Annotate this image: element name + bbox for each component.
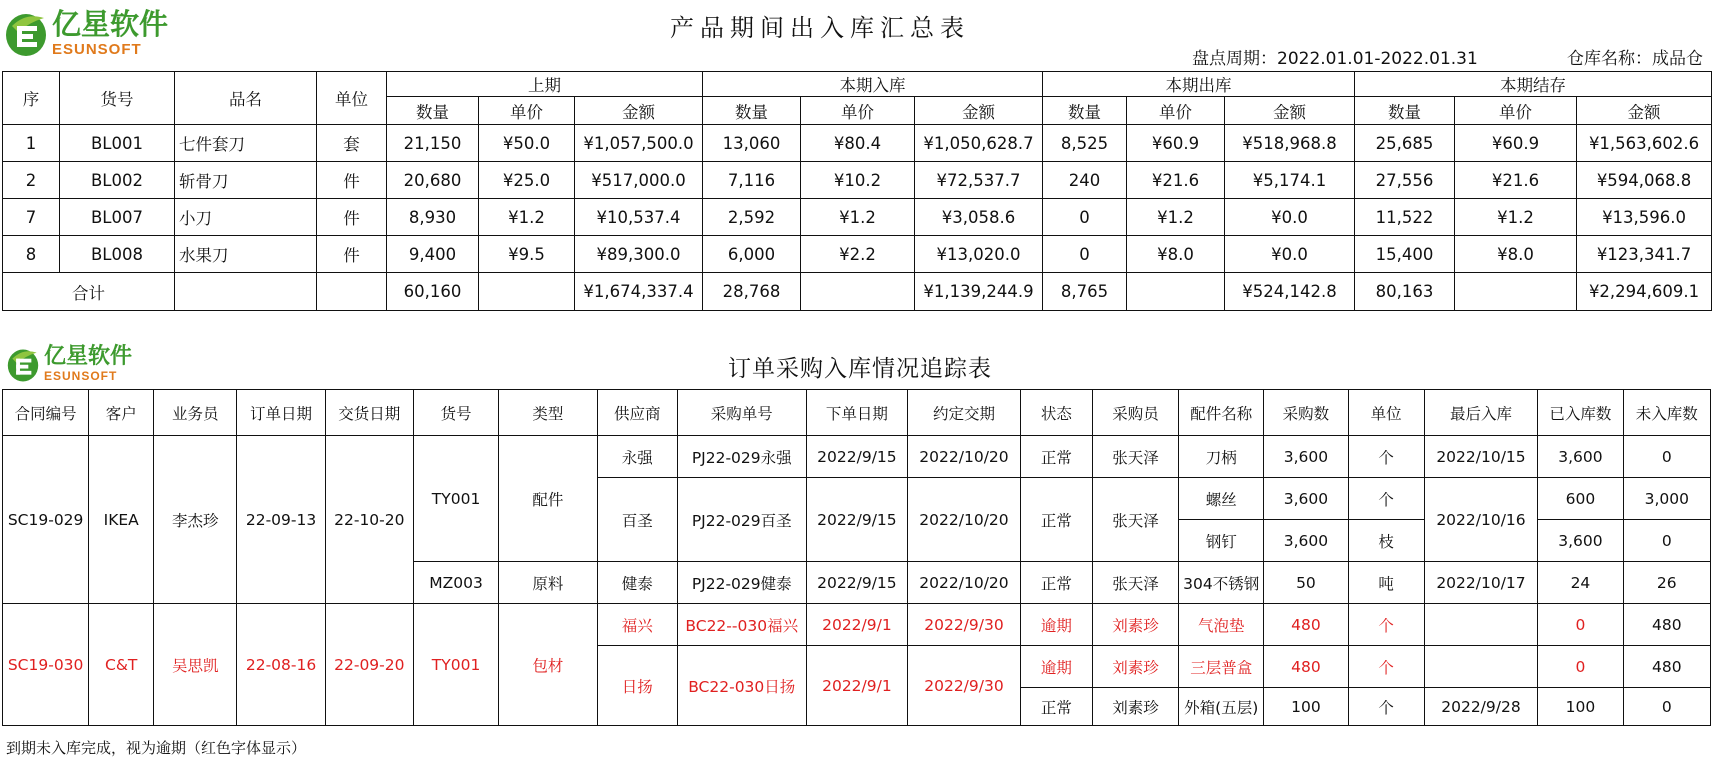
last-inbound: 2022/10/15: [1424, 436, 1538, 478]
cell-prev-qty: 9,400: [387, 236, 479, 273]
part-name: 外箱(五层): [1179, 688, 1264, 726]
cell-prev-price: ¥9.5: [479, 236, 575, 273]
cell-prev-amount: ¥517,000.0: [575, 162, 703, 199]
item-type: 原料: [499, 562, 597, 604]
tracking-header-cell: 状态: [1020, 390, 1092, 436]
tracking-header-cell: 采购员: [1092, 390, 1178, 436]
po-date: 2022/9/1: [806, 646, 907, 726]
po-number: BC22--030福兴: [677, 604, 806, 646]
header-name: 品名: [175, 72, 317, 125]
cell-end-price: ¥8.0: [1455, 236, 1577, 273]
delivery-date: 22-10-20: [325, 436, 413, 604]
customer: IKEA: [89, 436, 154, 604]
po-number: PJ22-029百圣: [677, 478, 806, 562]
purchase-qty: 50: [1264, 562, 1348, 604]
pending-qty: 26: [1623, 562, 1710, 604]
cell-end-amount: ¥123,341.7: [1577, 236, 1712, 273]
cell-in-amount: ¥13,020.0: [915, 236, 1043, 273]
status: 正常: [1020, 688, 1092, 726]
part-name: 气泡垫: [1179, 604, 1264, 646]
logo-cn-text: 亿星软件: [52, 6, 169, 41]
purchase-qty: 100: [1264, 688, 1348, 726]
received-qty: 3,600: [1538, 436, 1623, 478]
header-seq: 序: [3, 72, 60, 125]
tracking-header-cell: 订单日期: [237, 390, 325, 436]
received-qty: 24: [1538, 562, 1623, 604]
cell-in-price: ¥80.4: [801, 125, 915, 162]
cell-end-amount: ¥1,563,602.6: [1577, 125, 1712, 162]
total-out-qty: 8,765: [1043, 273, 1127, 311]
cell-out-amount: ¥0.0: [1225, 199, 1355, 236]
order-date: 22-09-13: [237, 436, 325, 604]
status: 逾期: [1020, 646, 1092, 688]
order-date: 22-08-16: [237, 604, 325, 726]
tracking-header-cell: 类型: [499, 390, 597, 436]
purchase-qty: 3,600: [1264, 436, 1348, 478]
cell-in-price: ¥2.2: [801, 236, 915, 273]
contract-no: SC19-029: [3, 436, 89, 604]
subheader-amount: 金额: [1225, 97, 1355, 125]
due-date: 2022/10/20: [908, 436, 1021, 478]
cell-out-qty: 0: [1043, 199, 1127, 236]
logo-leaf-icon: [6, 345, 40, 383]
total-end-qty: 80,163: [1355, 273, 1455, 311]
unit: 个: [1348, 688, 1424, 726]
buyer: 张天泽: [1092, 436, 1178, 478]
subheader-qty: 数量: [387, 97, 479, 125]
unit: 个: [1348, 478, 1424, 520]
cell-end-qty: 15,400: [1355, 236, 1455, 273]
part-name: 304不锈钢: [1179, 562, 1264, 604]
tracking-header-cell: 业务员: [154, 390, 237, 436]
cell-end-qty: 25,685: [1355, 125, 1455, 162]
last-inbound: 2022/9/28: [1424, 688, 1538, 726]
header-group-in: 本期入库: [703, 72, 1043, 97]
logo-en-text: ESUNSOFT: [44, 369, 118, 383]
cell-in-price: ¥1.2: [801, 199, 915, 236]
supplier: 日扬: [597, 646, 677, 726]
part-name: 钢钉: [1179, 520, 1264, 562]
total-out-amount: ¥524,142.8: [1225, 273, 1355, 311]
cell-in-amount: ¥72,537.7: [915, 162, 1043, 199]
last-inbound: [1424, 646, 1538, 688]
cell-out-price: ¥60.9: [1127, 125, 1225, 162]
cell-end-price: ¥60.9: [1455, 125, 1577, 162]
total-in-qty: 28,768: [703, 273, 801, 311]
cell-in-qty: 2,592: [703, 199, 801, 236]
cell-name: 斩骨刀: [175, 162, 317, 199]
item-type: 包材: [499, 604, 597, 726]
cell-unit: 套: [317, 125, 387, 162]
total-in-amount: ¥1,139,244.9: [915, 273, 1043, 311]
received-qty: 0: [1538, 604, 1623, 646]
cell-seq: 7: [3, 199, 60, 236]
total-label: 合计: [3, 273, 175, 311]
tracking-header-cell: 下单日期: [806, 390, 907, 436]
period-label: 盘点周期：2022.01.01-2022.01.31: [1192, 49, 1478, 69]
cell-seq: 1: [3, 125, 60, 162]
summary-title: 产品期间出入库汇总表: [670, 14, 970, 42]
pending-qty: 0: [1623, 520, 1710, 562]
purchase-qty: 480: [1264, 646, 1348, 688]
cell-end-amount: ¥594,068.8: [1577, 162, 1712, 199]
po-number: BC22-030日扬: [677, 646, 806, 726]
purchase-qty: 3,600: [1264, 520, 1348, 562]
cell-name: 小刀: [175, 199, 317, 236]
due-date: 2022/10/20: [908, 562, 1021, 604]
supplier: 健泰: [597, 562, 677, 604]
tracking-header-cell: 已入库数: [1538, 390, 1623, 436]
part-name: 三层普盒: [1179, 646, 1264, 688]
tracking-header-cell: 未入库数: [1623, 390, 1710, 436]
logo-cn-text: 亿星软件: [44, 344, 133, 369]
table-row: [3, 162, 1712, 199]
cell-in-amount: ¥1,050,628.7: [915, 125, 1043, 162]
buyer: 刘素珍: [1092, 646, 1178, 688]
cell-prev-qty: 20,680: [387, 162, 479, 199]
due-date: 2022/9/30: [908, 646, 1021, 726]
cell-end-price: ¥1.2: [1455, 199, 1577, 236]
status: 正常: [1020, 478, 1092, 562]
due-date: 2022/9/30: [908, 604, 1021, 646]
supplier: 福兴: [597, 604, 677, 646]
buyer: 刘素珍: [1092, 604, 1178, 646]
cell-name: 水果刀: [175, 236, 317, 273]
logo-leaf-icon: [4, 8, 48, 58]
purchase-qty: 3,600: [1264, 478, 1348, 520]
unit: 个: [1348, 604, 1424, 646]
tracking-header-cell: 合同编号: [3, 390, 89, 436]
cell-seq: 8: [3, 236, 60, 273]
warehouse-label: 仓库名称：成品仓: [1567, 49, 1703, 69]
pending-qty: 0: [1623, 436, 1710, 478]
cell-out-amount: ¥0.0: [1225, 236, 1355, 273]
tracking-header-cell: 交货日期: [325, 390, 413, 436]
unit: 个: [1348, 646, 1424, 688]
item-code: TY001: [413, 604, 498, 726]
tracking-header-cell: 采购数: [1264, 390, 1348, 436]
last-inbound: 2022/10/16: [1424, 478, 1538, 562]
table-row: [3, 236, 1712, 273]
status: 逾期: [1020, 604, 1092, 646]
cell-end-price: ¥21.6: [1455, 162, 1577, 199]
subheader-price: 单价: [801, 97, 915, 125]
table-row: [3, 199, 1712, 236]
tracking-header-cell: 采购单号: [677, 390, 806, 436]
cell-end-qty: 27,556: [1355, 162, 1455, 199]
header-group-prev: 上期: [387, 72, 703, 97]
summary-table: [2, 71, 1712, 311]
po-number: PJ22-029永强: [677, 436, 806, 478]
buyer: 刘素珍: [1092, 688, 1178, 726]
po-date: 2022/9/15: [806, 436, 907, 478]
subheader-qty: 数量: [1355, 97, 1455, 125]
cell-prev-amount: ¥1,057,500.0: [575, 125, 703, 162]
cell-in-qty: 13,060: [703, 125, 801, 162]
po-date: 2022/9/15: [806, 478, 907, 562]
item-code: MZ003: [413, 562, 498, 604]
tracking-header-cell: 客户: [89, 390, 154, 436]
header-code: 货号: [60, 72, 175, 125]
pending-qty: 480: [1623, 646, 1710, 688]
footnote: 到期未入库完成，视为逾期（红色字体显示）: [6, 739, 307, 757]
received-qty: 100: [1538, 688, 1623, 726]
tracking-header-cell: 单位: [1348, 390, 1424, 436]
due-date: 2022/10/20: [908, 478, 1021, 562]
cell-seq: 2: [3, 162, 60, 199]
item-code: TY001: [413, 436, 498, 562]
cell-out-qty: 240: [1043, 162, 1127, 199]
cell-prev-amount: ¥89,300.0: [575, 236, 703, 273]
pending-qty: 0: [1623, 688, 1710, 726]
cell-out-amount: ¥518,968.8: [1225, 125, 1355, 162]
cell-end-amount: ¥13,596.0: [1577, 199, 1712, 236]
po-date: 2022/9/1: [806, 604, 907, 646]
cell-in-qty: 6,000: [703, 236, 801, 273]
unit: 个: [1348, 436, 1424, 478]
subheader-price: 单价: [479, 97, 575, 125]
cell-out-qty: 8,525: [1043, 125, 1127, 162]
total-prev-qty: 60,160: [387, 273, 479, 311]
status: 正常: [1020, 562, 1092, 604]
cell-prev-qty: 21,150: [387, 125, 479, 162]
cell-end-qty: 11,522: [1355, 199, 1455, 236]
customer: C&T: [89, 604, 154, 726]
header-unit: 单位: [317, 72, 387, 125]
subheader-amount: 金额: [575, 97, 703, 125]
contract-no: SC19-030: [3, 604, 89, 726]
cell-out-price: ¥1.2: [1127, 199, 1225, 236]
company-logo: [4, 8, 168, 58]
cell-in-price: ¥10.2: [801, 162, 915, 199]
subheader-amount: 金额: [1577, 97, 1712, 125]
tracking-header-cell: 货号: [413, 390, 498, 436]
logo-en-text: ESUNSOFT: [52, 40, 142, 58]
header-group-out: 本期出库: [1043, 72, 1355, 97]
delivery-date: 22-09-20: [325, 604, 413, 726]
cell-out-price: ¥8.0: [1127, 236, 1225, 273]
cell-code: BL007: [60, 199, 175, 236]
tracking-title: 订单采购入库情况追踪表: [728, 356, 992, 382]
cell-in-qty: 7,116: [703, 162, 801, 199]
status: 正常: [1020, 436, 1092, 478]
cell-unit: 件: [317, 162, 387, 199]
cell-in-amount: ¥3,058.6: [915, 199, 1043, 236]
unit: 枝: [1348, 520, 1424, 562]
total-end-amount: ¥2,294,609.1: [1577, 273, 1712, 311]
subheader-price: 单价: [1455, 97, 1577, 125]
subheader-price: 单价: [1127, 97, 1225, 125]
part-name: 螺丝: [1179, 478, 1264, 520]
subheader-amount: 金额: [915, 97, 1043, 125]
pending-qty: 3,000: [1623, 478, 1710, 520]
supplier: 百圣: [597, 478, 677, 562]
part-name: 刀柄: [1179, 436, 1264, 478]
total-prev-amount: ¥1,674,337.4: [575, 273, 703, 311]
received-qty: 3,600: [1538, 520, 1623, 562]
salesman: 李杰珍: [154, 436, 237, 604]
tracking-header-cell: 供应商: [597, 390, 677, 436]
header-group-end: 本期结存: [1355, 72, 1712, 97]
subheader-qty: 数量: [1043, 97, 1127, 125]
cell-out-price: ¥21.6: [1127, 162, 1225, 199]
cell-name: 七件套刀: [175, 125, 317, 162]
pending-qty: 480: [1623, 604, 1710, 646]
table-row: [3, 125, 1712, 162]
received-qty: 600: [1538, 478, 1623, 520]
cell-code: BL008: [60, 236, 175, 273]
po-number: PJ22-029健泰: [677, 562, 806, 604]
cell-prev-price: ¥50.0: [479, 125, 575, 162]
cell-prev-price: ¥25.0: [479, 162, 575, 199]
cell-prev-amount: ¥10,537.4: [575, 199, 703, 236]
last-inbound: [1424, 604, 1538, 646]
tracking-table: [2, 389, 1711, 726]
tracking-header-cell: 配件名称: [1179, 390, 1264, 436]
tracking-header-cell: 约定交期: [908, 390, 1021, 436]
cell-prev-qty: 8,930: [387, 199, 479, 236]
subheader-qty: 数量: [703, 97, 801, 125]
salesman: 吴思凯: [154, 604, 237, 726]
po-date: 2022/9/15: [806, 562, 907, 604]
buyer: 张天泽: [1092, 478, 1178, 562]
cell-unit: 件: [317, 199, 387, 236]
last-inbound: 2022/10/17: [1424, 562, 1538, 604]
buyer: 张天泽: [1092, 562, 1178, 604]
company-logo-small: [6, 345, 132, 383]
cell-out-qty: 0: [1043, 236, 1127, 273]
cell-code: BL002: [60, 162, 175, 199]
received-qty: 0: [1538, 646, 1623, 688]
cell-out-amount: ¥5,174.1: [1225, 162, 1355, 199]
supplier: 永强: [597, 436, 677, 478]
tracking-header-cell: 最后入库: [1424, 390, 1538, 436]
item-type: 配件: [499, 436, 597, 562]
unit: 吨: [1348, 562, 1424, 604]
cell-unit: 件: [317, 236, 387, 273]
cell-code: BL001: [60, 125, 175, 162]
purchase-qty: 480: [1264, 604, 1348, 646]
cell-prev-price: ¥1.2: [479, 199, 575, 236]
